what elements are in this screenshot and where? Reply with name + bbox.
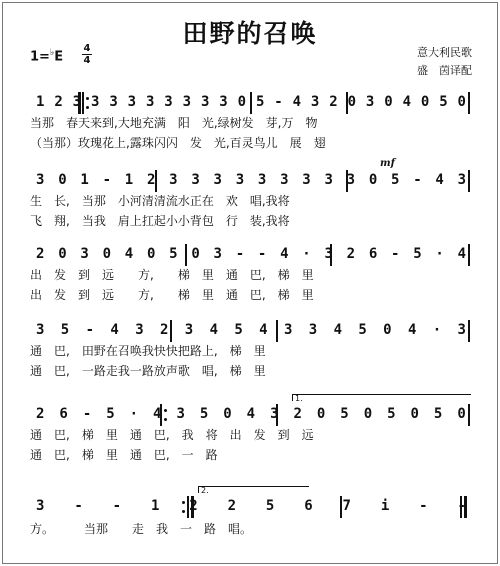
time-signature	[82, 43, 92, 66]
note: 4	[457, 246, 466, 262]
note: i	[380, 498, 390, 514]
note: 0	[237, 94, 247, 110]
note-row-text-1	[36, 94, 466, 110]
note: 4	[209, 322, 219, 338]
note: 4	[124, 246, 134, 262]
note: 5	[358, 322, 367, 338]
note: 3	[36, 172, 45, 188]
note: 2	[293, 406, 302, 422]
lyrics-6-verse-1: 方。 当那 走 我 一 路 唱。	[30, 522, 253, 536]
note: 0	[58, 246, 67, 262]
note: -	[274, 94, 283, 110]
note: 3	[164, 94, 173, 110]
note: 3	[280, 172, 289, 188]
note: 5	[340, 406, 349, 422]
note: ·	[435, 246, 444, 262]
note: 5	[413, 246, 422, 262]
note: 3	[302, 172, 311, 188]
note: 2	[189, 498, 198, 514]
note: 5	[439, 94, 448, 110]
lyrics-2-verse-1: 生 长, 当那 小河清清流水正在 欢 唱,我将	[30, 194, 290, 208]
note: 3	[213, 246, 222, 262]
note: 3	[235, 172, 245, 188]
note: 3	[36, 498, 45, 514]
note: 4	[246, 406, 256, 422]
lyrics-3-verse-2: 出 发 到 远 方, 梯 里 通 巴, 梯 里	[30, 288, 314, 302]
credit-origin: 意大利民歌	[417, 46, 472, 59]
note: 3	[257, 172, 267, 188]
dynamic-mark: mf	[380, 158, 395, 169]
note: 2	[54, 94, 63, 110]
note: -	[85, 322, 95, 338]
note: 5	[234, 322, 243, 338]
note: 5	[265, 498, 275, 514]
note: 3	[324, 172, 333, 188]
note: 5	[60, 322, 70, 338]
note: ·	[302, 246, 311, 262]
note: 3	[72, 94, 82, 110]
note: 4	[110, 322, 119, 338]
note: 3	[182, 94, 192, 110]
key-prefix: 1=	[30, 49, 50, 65]
note: 5	[106, 406, 115, 422]
note: 0	[146, 246, 156, 262]
note: 0	[102, 246, 111, 262]
note: 3	[270, 406, 279, 422]
note: 3	[308, 322, 318, 338]
note: 0	[316, 406, 326, 422]
note: 2	[159, 322, 169, 338]
note: 6	[59, 406, 68, 422]
volta-1: 1.	[292, 394, 471, 401]
note: 4	[435, 172, 444, 188]
note: -	[413, 172, 422, 188]
score-frame	[2, 2, 498, 564]
lyrics-1-verse-1: 当那 春天来到,大地充满 阳 光,绿树发 芽,万 物	[30, 116, 318, 130]
note: 3	[365, 94, 375, 110]
note: 0	[383, 322, 392, 338]
note: 3	[457, 172, 466, 188]
note: 0	[457, 406, 466, 422]
note: 3	[283, 322, 293, 338]
note: 3	[176, 406, 185, 422]
note: 5	[433, 406, 443, 422]
note: 5	[169, 246, 178, 262]
note: 3	[135, 322, 144, 338]
note: 0	[191, 246, 200, 262]
note: 3	[219, 94, 228, 110]
note: 7	[342, 498, 351, 514]
note: 3	[145, 94, 155, 110]
note: 2	[36, 406, 45, 422]
note: 4	[259, 322, 268, 338]
note: -	[419, 498, 428, 514]
note: 4	[292, 94, 302, 110]
song-title: 田野的召唤	[182, 19, 318, 48]
note: 0	[420, 94, 430, 110]
note: 1	[124, 172, 134, 188]
note: -	[391, 246, 400, 262]
note: -	[235, 246, 245, 262]
lyrics-4-verse-1: 通 巴, 田野在召唤我快快把路上, 梯 里	[30, 344, 266, 358]
credit-translator: 盛 茵译配	[417, 64, 472, 77]
note: 2	[227, 498, 236, 514]
note: 3	[90, 94, 100, 110]
note: 3	[200, 94, 210, 110]
note: 4	[153, 406, 162, 422]
lyrics-4-verse-2: 通 巴, 一路走我一路放声歌 唱, 梯 里	[30, 364, 266, 378]
note: 0	[223, 406, 232, 422]
note: 5	[255, 94, 265, 110]
lyrics-2-verse-2: 飞 翔, 当我 肩上扛起小小背包 行 装,我将	[30, 214, 290, 228]
note: 3	[109, 94, 118, 110]
note: 3	[191, 172, 200, 188]
key-signature	[30, 48, 63, 64]
note: 2	[329, 94, 338, 110]
lyrics-3-verse-1: 出 发 到 远 方, 梯 里 通 巴, 梯 里	[30, 268, 314, 282]
note: ·	[432, 322, 442, 338]
note: 4	[333, 322, 342, 338]
note: 0	[363, 406, 373, 422]
note: 4	[280, 246, 289, 262]
note: 2	[146, 172, 156, 188]
time-bottom: 4	[83, 55, 91, 66]
flat-sign: ♭	[49, 48, 55, 58]
note: 5	[391, 172, 400, 188]
note: 1	[80, 172, 89, 188]
note: 1	[150, 498, 160, 514]
note: 3	[324, 246, 333, 262]
note-row-text-2	[36, 172, 466, 188]
note: 0	[58, 172, 67, 188]
note: 3	[346, 172, 356, 188]
time-top: 4	[83, 43, 91, 54]
volta-2: 2.	[198, 486, 309, 493]
note: 3	[127, 94, 137, 110]
note-row-text-3	[36, 246, 466, 262]
note: 6	[368, 246, 378, 262]
note: 1	[36, 94, 45, 110]
note: -	[257, 246, 267, 262]
note: 0	[457, 94, 466, 110]
lyrics-5-verse-2: 通 巴, 梯 里 通 巴, 一 路	[30, 448, 218, 462]
note: -	[102, 172, 111, 188]
note-row-text-5	[36, 406, 466, 422]
note: 5	[387, 406, 396, 422]
note: -	[112, 498, 122, 514]
note: 3	[36, 322, 45, 338]
note: 6	[304, 498, 313, 514]
key-note: E	[54, 49, 64, 65]
note: 0	[368, 172, 378, 188]
note: 4	[407, 322, 417, 338]
note: -	[457, 498, 466, 514]
note: 0	[410, 406, 419, 422]
lyrics-1-verse-2: （当那）玫瑰花上,露珠闪闪 发 光,百灵鸟儿 展 翅	[30, 136, 326, 150]
note: 0	[347, 94, 357, 110]
note: 5	[199, 406, 209, 422]
note: -	[82, 406, 92, 422]
note: -	[74, 498, 83, 514]
note: 3	[213, 172, 222, 188]
note: 2	[346, 246, 356, 262]
note: 3	[310, 94, 320, 110]
note: 2	[36, 246, 45, 262]
note: 3	[184, 322, 194, 338]
note: 3	[169, 172, 178, 188]
note-row-text-6	[36, 498, 466, 514]
lyrics-5-verse-1: 通 巴, 梯 里 通 巴, 我 将 出 发 到 远	[30, 428, 314, 442]
note: 4	[402, 94, 411, 110]
note: 3	[80, 246, 89, 262]
note: 3	[457, 322, 466, 338]
note-row-text-4	[36, 322, 466, 338]
note: ·	[129, 406, 139, 422]
note: 0	[384, 94, 393, 110]
